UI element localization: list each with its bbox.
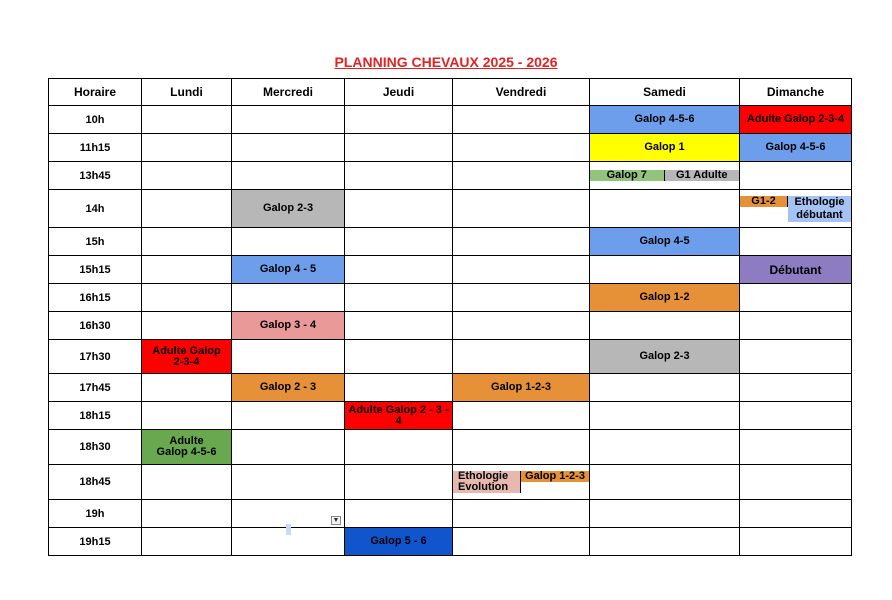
empty-cell[interactable] xyxy=(590,190,740,228)
slot-samedi-10h[interactable]: Galop 4-5-6 xyxy=(590,106,740,134)
header-mercredi: Mercredi xyxy=(232,79,345,106)
page-title: PLANNING CHEVAUX 2025 - 2026 xyxy=(334,54,558,70)
empty-cell[interactable] xyxy=(453,190,590,228)
time-cell: 18h30 xyxy=(49,430,142,465)
empty-cell[interactable] xyxy=(453,528,590,556)
empty-cell[interactable] xyxy=(590,256,740,284)
empty-cell[interactable] xyxy=(345,312,453,340)
empty-cell[interactable] xyxy=(740,340,852,374)
empty-cell[interactable] xyxy=(740,228,852,256)
empty-cell[interactable] xyxy=(740,528,852,556)
table-row xyxy=(49,430,852,465)
table-row xyxy=(49,374,852,402)
empty-cell[interactable] xyxy=(232,430,345,465)
header-lundi: Lundi xyxy=(142,79,232,106)
empty-cell[interactable] xyxy=(232,134,345,162)
table-row xyxy=(49,465,852,500)
empty-cell[interactable] xyxy=(453,134,590,162)
time-cell: 15h xyxy=(49,228,142,256)
empty-cell[interactable] xyxy=(453,284,590,312)
table-row xyxy=(49,190,852,228)
empty-cell[interactable] xyxy=(232,402,345,430)
time-cell: 10h xyxy=(49,106,142,134)
empty-cell[interactable] xyxy=(142,374,232,402)
slot-samedi-15h[interactable]: Galop 4-5 xyxy=(590,228,740,256)
slot-mercredi-17h45[interactable]: Galop 2 - 3 xyxy=(232,374,345,402)
time-cell: 18h15 xyxy=(49,402,142,430)
slot-mercredi-15h15[interactable]: Galop 4 - 5 xyxy=(232,256,345,284)
slot-dimanche-10h[interactable]: Adulte Galop 2-3-4 xyxy=(740,106,852,134)
slot-vendredi-18h45 xyxy=(453,465,590,500)
empty-cell[interactable] xyxy=(740,500,852,528)
empty-cell[interactable] xyxy=(345,134,453,162)
table-row xyxy=(49,106,852,134)
empty-cell[interactable] xyxy=(345,162,453,190)
table-row xyxy=(49,162,852,190)
slot-vendredi-18h45-ethologie[interactable]: Ethologie Evolution xyxy=(453,471,521,493)
slot-vendredi-18h45-galop[interactable]: Galop 1-2-3 xyxy=(521,471,589,482)
empty-cell[interactable] xyxy=(142,465,232,500)
empty-cell[interactable] xyxy=(142,256,232,284)
slot-jeudi-19h15[interactable]: Galop 5 - 6 xyxy=(345,528,453,556)
slot-dimanche-14h-ethologie[interactable]: Ethologie débutant xyxy=(788,196,851,222)
empty-cell[interactable] xyxy=(590,465,740,500)
empty-cell[interactable] xyxy=(590,312,740,340)
empty-cell[interactable] xyxy=(345,284,453,312)
empty-cell[interactable] xyxy=(345,465,453,500)
empty-cell[interactable] xyxy=(345,430,453,465)
empty-cell[interactable] xyxy=(453,162,590,190)
empty-cell[interactable] xyxy=(453,256,590,284)
slot-dimanche-15h15[interactable]: Débutant xyxy=(740,256,852,284)
empty-cell[interactable] xyxy=(345,500,453,528)
empty-cell[interactable] xyxy=(345,256,453,284)
table-row xyxy=(49,256,852,284)
empty-cell[interactable] xyxy=(345,340,453,374)
empty-cell[interactable] xyxy=(590,528,740,556)
slot-samedi-11h15[interactable]: Galop 1 xyxy=(590,134,740,162)
slot-samedi-13h45 xyxy=(590,162,740,190)
slot-mercredi-14h[interactable]: Galop 2-3 xyxy=(232,190,345,228)
empty-cell[interactable] xyxy=(142,528,232,556)
empty-cell[interactable] xyxy=(740,465,852,500)
time-cell: 16h30 xyxy=(49,312,142,340)
empty-cell[interactable] xyxy=(142,106,232,134)
time-cell: 14h xyxy=(49,190,142,228)
text-cursor xyxy=(286,524,291,535)
empty-cell[interactable] xyxy=(590,430,740,465)
slot-lundi-17h30[interactable]: Adulte Galop 2-3-4 xyxy=(142,340,232,374)
empty-cell[interactable] xyxy=(142,284,232,312)
slot-samedi-17h30[interactable]: Galop 2-3 xyxy=(590,340,740,374)
empty-cell[interactable] xyxy=(740,284,852,312)
table-row xyxy=(49,500,852,528)
slot-dimanche-14h-g1-2[interactable]: G1-2 xyxy=(740,196,788,207)
empty-cell[interactable] xyxy=(142,228,232,256)
slot-lundi-18h30[interactable]: Adulte Galop 4-5-6 xyxy=(142,430,232,465)
slot-samedi-13h45-g1-adulte[interactable]: G1 Adulte xyxy=(665,170,740,181)
time-cell: 16h15 xyxy=(49,284,142,312)
empty-cell[interactable] xyxy=(232,228,345,256)
empty-cell[interactable] xyxy=(232,284,345,312)
empty-cell[interactable] xyxy=(453,312,590,340)
table-row xyxy=(49,312,852,340)
schedule-table xyxy=(48,78,852,556)
empty-cell[interactable] xyxy=(453,340,590,374)
empty-cell[interactable] xyxy=(590,374,740,402)
empty-cell[interactable] xyxy=(590,500,740,528)
empty-cell[interactable] xyxy=(740,430,852,465)
slot-dimanche-14h xyxy=(740,190,852,228)
empty-cell[interactable] xyxy=(740,162,852,190)
table-row xyxy=(49,402,852,430)
empty-cell[interactable] xyxy=(142,162,232,190)
slot-vendredi-17h45[interactable]: Galop 1-2-3 xyxy=(453,374,590,402)
empty-cell[interactable] xyxy=(232,465,345,500)
table-row xyxy=(49,284,852,312)
header-samedi: Samedi xyxy=(590,79,740,106)
time-cell: 19h xyxy=(49,500,142,528)
slot-mercredi-16h30[interactable]: Galop 3 - 4 xyxy=(232,312,345,340)
time-cell: 17h45 xyxy=(49,374,142,402)
empty-cell[interactable] xyxy=(142,500,232,528)
empty-cell[interactable] xyxy=(142,190,232,228)
slot-jeudi-18h15[interactable]: Adulte Galop 2 - 3 - 4 xyxy=(345,402,453,430)
dropdown-cell[interactable] xyxy=(232,500,345,528)
time-cell: 17h30 xyxy=(49,340,142,374)
header-dimanche: Dimanche xyxy=(740,79,852,106)
empty-cell[interactable] xyxy=(142,134,232,162)
empty-cell[interactable] xyxy=(740,374,852,402)
empty-cell[interactable] xyxy=(345,190,453,228)
empty-cell[interactable] xyxy=(740,312,852,340)
time-cell: 11h15 xyxy=(49,134,142,162)
empty-cell[interactable] xyxy=(453,228,590,256)
header-jeudi: Jeudi xyxy=(345,79,453,106)
header-vendredi: Vendredi xyxy=(453,79,590,106)
table-row xyxy=(49,228,852,256)
empty-cell[interactable] xyxy=(740,402,852,430)
slot-dimanche-11h15[interactable]: Galop 4-5-6 xyxy=(740,134,852,162)
empty-cell[interactable] xyxy=(142,312,232,340)
table-row xyxy=(49,528,852,556)
empty-cell[interactable] xyxy=(345,374,453,402)
header-horaire: Horaire xyxy=(49,79,142,106)
slot-samedi-13h45-galop7[interactable]: Galop 7 xyxy=(590,170,665,181)
slot-samedi-16h15[interactable]: Galop 1-2 xyxy=(590,284,740,312)
empty-cell[interactable] xyxy=(232,106,345,134)
time-cell: 13h45 xyxy=(49,162,142,190)
empty-cell[interactable] xyxy=(142,402,232,430)
time-cell: 18h45 xyxy=(49,465,142,500)
empty-cell[interactable] xyxy=(345,106,453,134)
time-cell: 19h15 xyxy=(49,528,142,556)
empty-cell[interactable] xyxy=(232,340,345,374)
time-cell: 15h15 xyxy=(49,256,142,284)
empty-cell[interactable] xyxy=(453,430,590,465)
empty-cell[interactable] xyxy=(453,106,590,134)
table-row xyxy=(49,134,852,162)
empty-cell[interactable] xyxy=(590,402,740,430)
empty-cell[interactable] xyxy=(453,402,590,430)
empty-cell[interactable] xyxy=(453,500,590,528)
table-row xyxy=(49,340,852,374)
chevron-down-icon[interactable]: ▼ xyxy=(332,516,340,524)
empty-cell[interactable] xyxy=(345,228,453,256)
empty-cell[interactable] xyxy=(232,162,345,190)
